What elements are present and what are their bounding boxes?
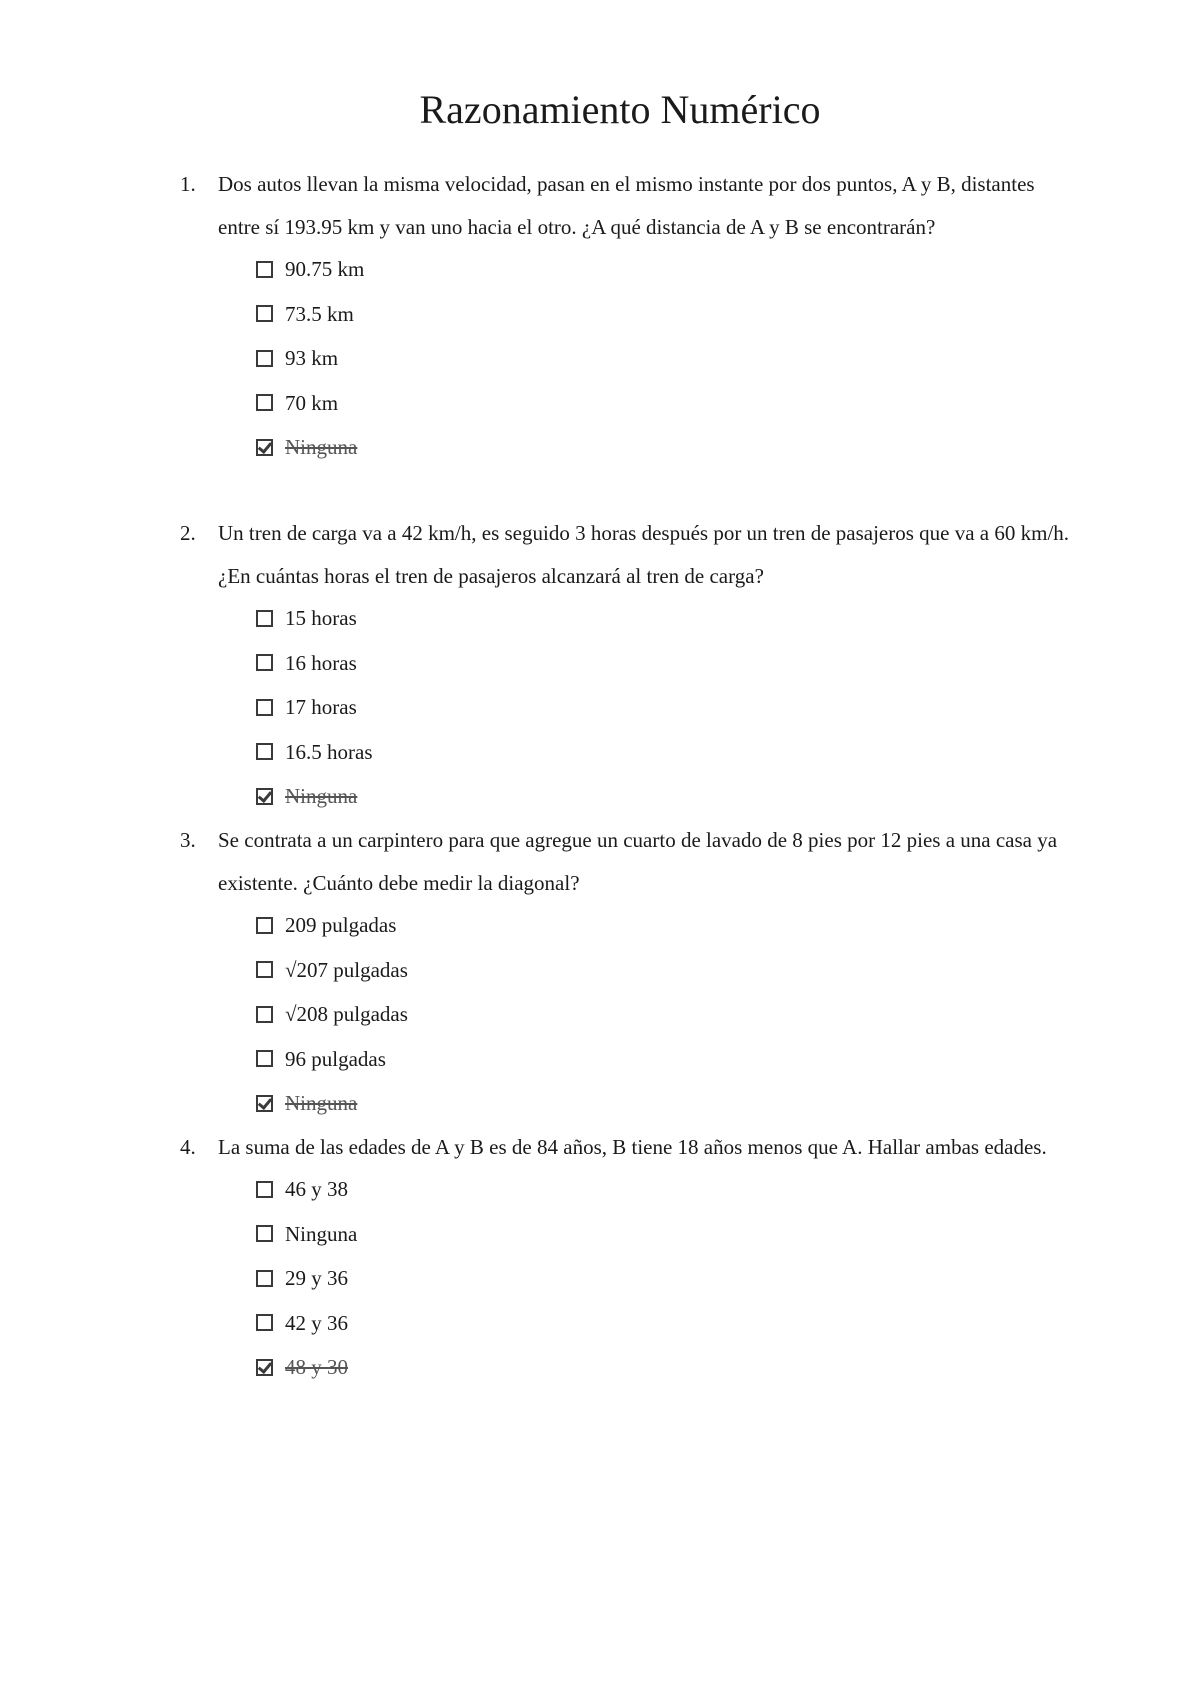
checkbox-icon[interactable] (256, 961, 273, 978)
checked-checkbox-icon[interactable] (256, 439, 273, 456)
option-item[interactable] (256, 336, 1080, 381)
option-list (180, 596, 1080, 819)
option-label: Ninguna (285, 784, 358, 809)
checkbox-icon[interactable] (256, 917, 273, 934)
option-label: Ninguna (285, 435, 358, 460)
option-label: 73.5 km (285, 301, 354, 326)
option-label: 42 y 36 (285, 1310, 348, 1335)
option-label: 48 y 30 (285, 1355, 348, 1380)
checked-checkbox-icon[interactable] (256, 1095, 273, 1112)
checkbox-icon[interactable] (256, 1314, 273, 1331)
option-item[interactable] (256, 381, 1080, 426)
question-number: 1. (180, 172, 196, 196)
option-item[interactable] (256, 1081, 1080, 1126)
checkbox-icon[interactable] (256, 305, 273, 322)
option-label: 96 pulgadas (285, 1046, 386, 1071)
page-title: Razonamiento Numérico (419, 87, 821, 132)
option-item[interactable] (256, 774, 1080, 819)
option-label: 209 pulgadas (285, 913, 397, 938)
option-label: √208 pulgadas (285, 1002, 408, 1027)
option-list (180, 247, 1080, 470)
checkbox-icon[interactable] (256, 1225, 273, 1242)
checkbox-icon[interactable] (256, 1050, 273, 1067)
option-item[interactable] (256, 948, 1080, 993)
option-label: 46 y 38 (285, 1177, 348, 1202)
checkbox-icon[interactable] (256, 1270, 273, 1287)
option-list (180, 1167, 1080, 1390)
checkbox-icon[interactable] (256, 350, 273, 367)
checkbox-icon[interactable] (256, 699, 273, 716)
question-text: Dos autos llevan la misma velocidad, pasan en el mismo instante por dos puntos, A y B, distantes entre sí 193.95 km y van uno hacia el otro. ¿A qué distancia de A y B se encontrarán? (218, 172, 1035, 239)
option-item[interactable] (256, 1212, 1080, 1257)
question-text: La suma de las edades de A y B es de 84 años, B tiene 18 años menos que A. Hallar ambas edades. (218, 1135, 1047, 1159)
question-number: 4. (180, 1135, 196, 1159)
option-label: 15 horas (285, 606, 357, 631)
checked-checkbox-icon[interactable] (256, 1359, 273, 1376)
question-text: Se contrata a un carpintero para que agregue un cuarto de lavado de 8 pies por 12 pies a una casa ya existente. ¿Cuánto debe medir la diagonal? (218, 828, 1058, 895)
option-label: 29 y 36 (285, 1266, 348, 1291)
option-label: √207 pulgadas (285, 957, 408, 982)
option-item[interactable] (256, 247, 1080, 292)
option-item[interactable] (256, 730, 1080, 775)
checkbox-icon[interactable] (256, 743, 273, 760)
checkbox-icon[interactable] (256, 1181, 273, 1198)
option-item[interactable] (256, 1167, 1080, 1212)
option-item[interactable] (256, 1037, 1080, 1082)
checkbox-icon[interactable] (256, 654, 273, 671)
option-item[interactable] (256, 292, 1080, 337)
question-3 (180, 819, 1080, 1126)
option-label: 16.5 horas (285, 739, 373, 764)
option-item[interactable] (256, 1345, 1080, 1390)
option-item[interactable] (256, 1301, 1080, 1346)
checkbox-icon[interactable] (256, 394, 273, 411)
option-item[interactable] (256, 641, 1080, 686)
option-label: Ninguna (285, 1221, 358, 1246)
option-item[interactable] (256, 596, 1080, 641)
checked-checkbox-icon[interactable] (256, 788, 273, 805)
option-item[interactable] (256, 992, 1080, 1037)
question-1 (180, 163, 1080, 470)
question-2 (180, 512, 1080, 819)
checkbox-icon[interactable] (256, 610, 273, 627)
option-label: 70 km (285, 390, 339, 415)
option-label: Ninguna (285, 1091, 358, 1116)
option-item[interactable] (256, 903, 1080, 948)
option-item[interactable] (256, 1256, 1080, 1301)
question-text: Un tren de carga va a 42 km/h, es seguido 3 horas después por un tren de pasajeros que va a 60 km/h. ¿En cuántas horas el tren de pasajeros alcanzará al tren de carga? (218, 521, 1070, 588)
checkbox-icon[interactable] (256, 261, 273, 278)
option-item[interactable] (256, 425, 1080, 470)
option-label: 17 horas (285, 695, 357, 720)
checkbox-icon[interactable] (256, 1006, 273, 1023)
option-list (180, 903, 1080, 1126)
option-item[interactable] (256, 685, 1080, 730)
option-label: 93 km (285, 346, 339, 371)
option-label: 16 horas (285, 650, 357, 675)
option-label: 90.75 km (285, 257, 365, 282)
question-number: 3. (180, 828, 196, 852)
question-number: 2. (180, 521, 196, 545)
question-4 (180, 1126, 1080, 1390)
